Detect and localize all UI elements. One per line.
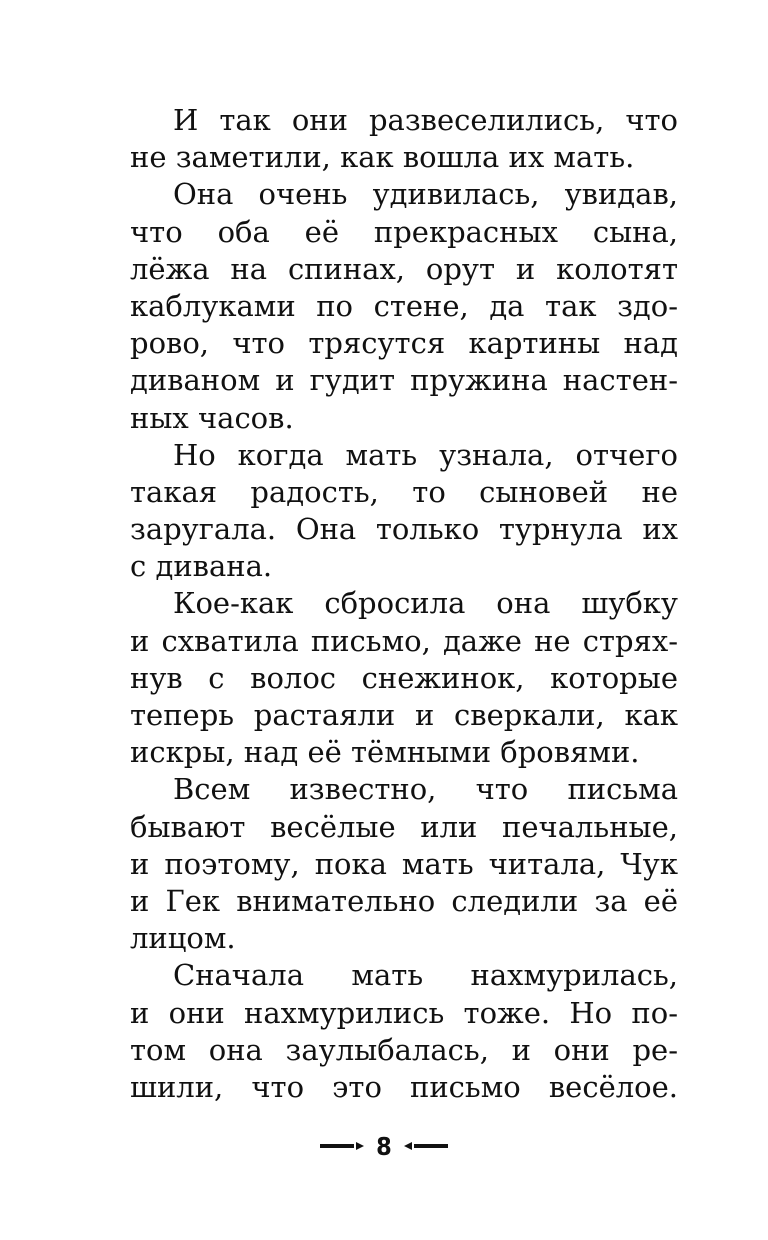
body-text (130, 102, 678, 1106)
text-line: Она очень удивилась, увидав, (173, 177, 678, 212)
text-line: диваном и гудит пружина настен- (130, 363, 678, 398)
text-line: и схватила письмо, даже не стрях- (130, 623, 678, 658)
text-line: бывают весёлые или печальные, (130, 809, 678, 844)
text-line: рово, что трясутся картины над (130, 326, 678, 361)
folio-arrow-left-icon (404, 1142, 412, 1150)
paragraph-6 (130, 957, 678, 1106)
text-line: заругала. Она только турнула их (130, 512, 678, 547)
text-line: Всем известно, что письма (173, 772, 678, 807)
text-line: каблуками по стене, да так здо- (130, 288, 678, 323)
text-line: ных часов. (130, 400, 294, 435)
text-line: шили, что это письмо весёлое. (130, 1069, 678, 1104)
text-line: что оба её прекрасных сына, (130, 214, 678, 249)
page-number: 8 (376, 1131, 392, 1161)
paragraph-1 (130, 102, 678, 176)
paragraph-5 (130, 771, 678, 957)
text-line: и они нахмурились тоже. Но по- (130, 995, 678, 1030)
text-line: искры, над её тёмными бровями. (130, 735, 640, 770)
text-line: нув с волос снежинок, которые (130, 660, 678, 695)
paragraph-4 (130, 585, 678, 771)
text-line: и Гек внимательно следили за её (130, 883, 678, 918)
folio-ornament-right (414, 1144, 448, 1148)
text-line: не заметили, как вошла их мать. (130, 140, 635, 175)
paragraph-3 (130, 437, 678, 586)
text-line: Сначала мать нахмурилась, (173, 958, 678, 993)
text-line: с дивана. (130, 549, 273, 584)
text-line: и поэтому, пока мать читала, Чук (130, 846, 678, 881)
text-line: лицом. (130, 921, 236, 956)
text-line: Кое-как сбросила она шубку (173, 586, 678, 621)
folio-ornament-left (320, 1144, 354, 1148)
text-line: такая радость, то сыновей не (130, 474, 678, 509)
text-line: лёжа на спинах, орут и колотят (130, 251, 678, 286)
paragraph-2 (130, 176, 678, 436)
folio-arrow-right-icon (356, 1142, 364, 1150)
page-folio (0, 1128, 768, 1164)
text-line: том она заулыбалась, и они ре- (130, 1032, 678, 1067)
text-line: И так они развеселились, что (173, 103, 678, 137)
text-line: теперь растаяли и сверкали, как (130, 698, 678, 732)
text-line: Но когда мать узнала, отчего (173, 437, 678, 472)
